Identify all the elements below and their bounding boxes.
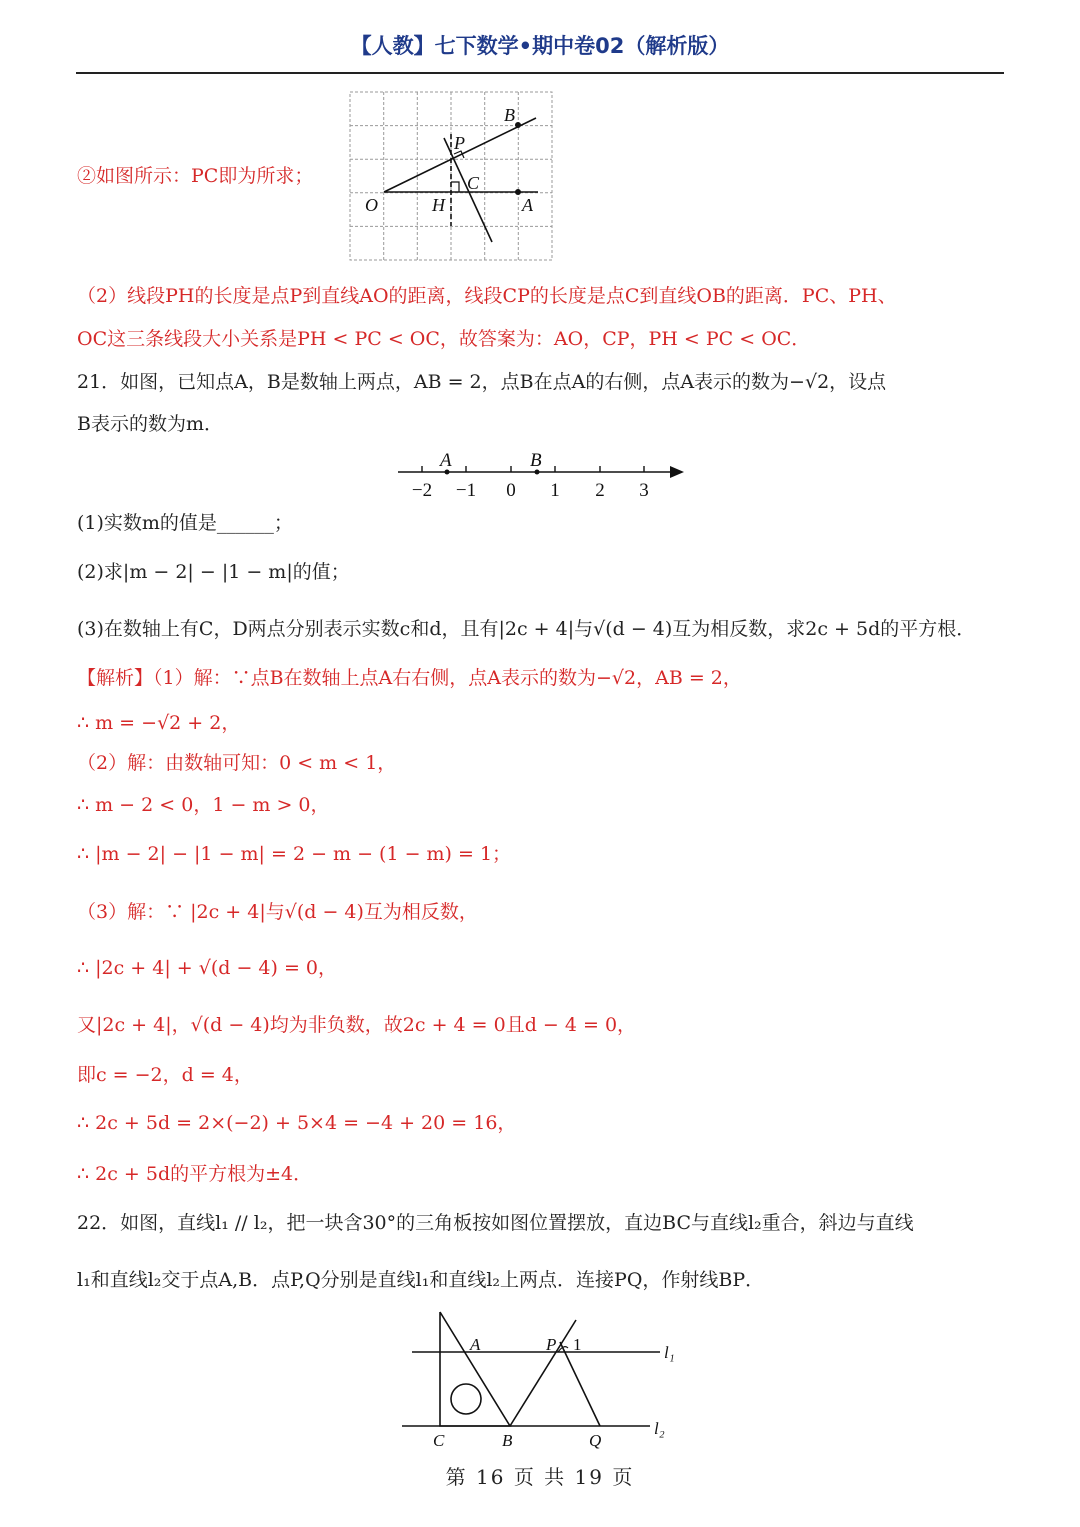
page-footer: 第 16 页 共 19 页 [445,1465,635,1489]
triangle-figure [396,1304,686,1454]
tick-label: −1 [455,480,477,501]
right-angle-mark-h [451,182,459,192]
label-b: B [504,105,515,125]
solution-line-6: （3）解：∵ |2c + 4|与√(d − 4)互为相反数， [77,901,478,923]
tick-label: −2 [411,480,433,501]
label-a: A [522,195,533,215]
solution-line-3: （2）解：由数轴可知：0 < m < 1， [77,752,397,774]
label-q: Q [589,1431,602,1450]
triangle-ruler [440,1312,510,1426]
q21-sub1: (1)实数m的值是______； [77,512,293,534]
solution-line-8: 又|2c + 4|，√(d − 4)均为非负数，故2c + 4 = 0且d − 4 = 0， [77,1014,637,1036]
number-line-label-a: A [440,450,452,471]
q21-sub3: (3)在数轴上有C，D两点分别表示实数c和d，且有|2c + 4|与√(d − 4)互为相反数，求2c + 5d的平方根． [77,618,976,640]
tick-label: 3 [639,480,649,501]
fig1-caption: ②如图所示：PC即为所求； [77,165,314,187]
part2-answer-line1: （2）线段PH的长度是点P到直线AO的距离，线段CP的长度是点C到直线OB的距离．PC、PH、 [77,285,897,307]
segment-pq [560,1342,600,1426]
solution-line-5: ∴ |m − 2| − |1 − m| = 2 − m − (1 − m) = 1； [77,843,512,865]
label-b: B [502,1431,513,1450]
grid-figure [340,86,564,264]
label-o: O [365,195,378,215]
header-rule [76,72,1004,74]
label-c: C [467,173,480,193]
q21-stem-line1: 21．如图，已知点A，B是数轴上两点，AB = 2，点B在点A的右侧，点A表示的数为−√2，设点 [77,371,887,393]
q22-stem-line1: 22．如图，直线l₁ // l₂，把一块含30°的三角板按如图位置摆放，直边BC与直线l₂重合，斜边与直线 [77,1212,914,1234]
solution-line-9: 即c = −2，d = 4， [77,1064,253,1086]
label-angle-1: 1 [573,1335,582,1354]
label-p: P [546,1335,557,1354]
label-c: C [433,1431,445,1450]
solution-line-7: ∴ |2c + 4| + √(d − 4) = 0， [77,957,338,979]
q21-stem-line2: B表示的数为m． [77,413,223,435]
solution-line-2: ∴ m = −√2 + 2， [77,712,241,734]
number-line-arrow [670,466,684,478]
part2-answer-line2: OC这三条线段大小关系是PH < PC < OC，故答案为：AO，CP，PH < PC < OC． [77,328,811,350]
solution-line-1: 【解析】（1）解：∵点B在数轴上点A右右侧，点A表示的数为−√2，AB = 2， [77,667,742,689]
q22-stem-line2: l₁和直线l₂交于点A,B．点P,Q分别是直线l₁和直线l₂上两点．连接PQ，作射线BP． [77,1269,765,1291]
tick-label: 1 [550,480,560,501]
label-l2: l₂ [654,1419,665,1438]
triangle-hole [451,1384,481,1414]
point-a-dot [515,189,521,195]
tick-label: 2 [595,480,605,501]
line-ob [384,118,536,192]
q21-sub2: (2)求|m − 2| − |1 − m|的值； [77,561,350,583]
label-p: P [454,133,465,153]
label-a: A [470,1335,481,1354]
solution-line-10: ∴ 2c + 5d = 2×(−2) + 5×4 = −4 + 20 = 16， [77,1112,517,1134]
ray-bp [510,1320,576,1426]
number-line [390,446,690,504]
solution-line-11: ∴ 2c + 5d的平方根为±4． [77,1163,313,1185]
tick-label: 0 [506,480,516,501]
label-l1: l₁ [664,1343,675,1362]
label-h: H [432,195,445,215]
number-line-label-b: B [530,450,542,471]
solution-line-4: ∴ m − 2 < 0，1 − m > 0， [77,794,330,816]
page-header-title: 【人教】七下数学•期中卷02（解析版） [350,34,730,58]
point-b-dot [515,122,521,128]
